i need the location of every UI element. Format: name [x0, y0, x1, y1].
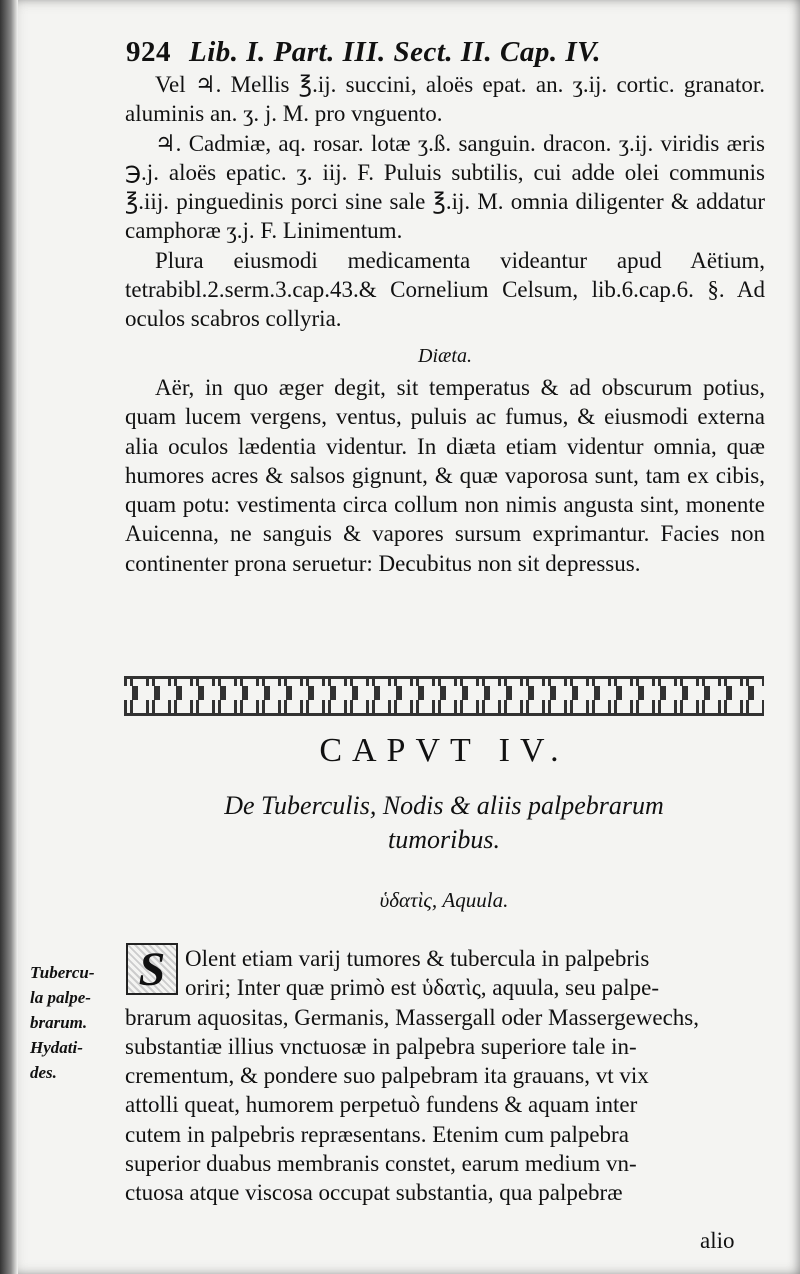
- body-line: cutem in palpebris repræsentans. Etenim cum palpebra: [125, 1121, 629, 1147]
- chapter-title-line-1: De Tuberculis, Nodis & aliis palpebrarum: [224, 791, 664, 820]
- chapter-body: [125, 944, 765, 1208]
- recipe-1: Vel ♃. Mellis ℥.ij. succini, aloës epat. an. ʒ.ij. cortic. granator. aluminis an. ʒ. j. M. pro vnguento.: [125, 72, 765, 127]
- margin-note-line: des.: [30, 1063, 57, 1082]
- diaeta-text: Aër, in quo æger degit, sit temperatus & ad obscurum potius, quam lucem vergens, ventus, puluis ac fumus, & eiusmodi externa alia oculos lædentia videntur. In diæta etiam videntur omnia, quæ humores acres & salsos gignunt, & quæ vaporosa sunt, tam ex cibis, quam potu: vestimenta circa collum non nimis angusta sint, monente Auicenna, ne sanguis & vapores sursum exprimantur. Facies non continenter prona seruetur: Decubitus non sit depressus.: [125, 375, 765, 576]
- body-line: oriri; Inter quæ primò est ὑδατὶς, aquula, seu palpe-: [185, 975, 659, 1001]
- margin-note-line: brarum.: [30, 1013, 88, 1032]
- recipe-2: ♃. Cadmiæ, aq. rosar. lotæ ʒ.ß. sanguin. dracon. ʒ.ij. viridis æris ℈.j. aloës epatic. ʒ. iij. F. Puluis subtilis, cui adde olei communis ℥.iij. pinguedinis porci sine sale ℥.ij. M. omnia diligenter & addatur camphoræ ʒ.j. F. Linimentum.: [125, 130, 765, 244]
- page-number: 924: [126, 36, 171, 68]
- chapter-title-line-2: tumoribus.: [388, 825, 500, 854]
- diaeta-heading: Diæta.: [418, 345, 472, 367]
- recipe-3: Plura eiusmodi medicamenta videantur apud Aëtium, tetrabibl.2.serm.3.cap.43.& Cornelium Celsum, lib.6.cap.6. §. Ad oculos scabros collyria.: [125, 247, 765, 332]
- ornament-pattern: [124, 686, 764, 700]
- catchword: alio: [700, 1228, 735, 1253]
- margin-note-line: Hydati-: [30, 1038, 83, 1057]
- greek-term: ὑδατὶς, Aquula.: [379, 888, 509, 912]
- body-line: ctuosa atque viscosa occupat substantia, qua palpebræ: [125, 1180, 623, 1206]
- recipes-block: [125, 70, 765, 334]
- running-title: Lib. I. Part. III. Sect. II. Cap. IV.: [189, 36, 601, 68]
- body-line: brarum aquositas, Germanis, Massergall oder Massergewechs,: [125, 1004, 700, 1030]
- body-line: superior duabus membranis constet, earum medium vn-: [125, 1151, 637, 1177]
- chapter-heading: CAPVT IV.: [319, 732, 569, 769]
- body-line: substantiæ illius vnctuosæ in palpebra superiore tale in-: [125, 1033, 637, 1059]
- drop-cap: S: [126, 943, 178, 995]
- chapter-title: [124, 789, 764, 857]
- margin-note: [30, 960, 122, 1085]
- margin-note-line: la palpe-: [30, 988, 91, 1007]
- margin-note-line: Tubercu-: [30, 963, 95, 982]
- running-header: [126, 36, 766, 69]
- body-line: attolli queat, humorem perpetuò fundens & aquam inter: [125, 1092, 638, 1118]
- diaeta-block: [125, 373, 765, 578]
- book-gutter: [0, 0, 18, 1274]
- body-line: Olent etiam varij tumores & tubercula in palpebris: [185, 946, 650, 971]
- ornament-band: [124, 676, 764, 716]
- body-line: crementum, & pondere suo palpebram ita grauans, vt vix: [125, 1063, 649, 1089]
